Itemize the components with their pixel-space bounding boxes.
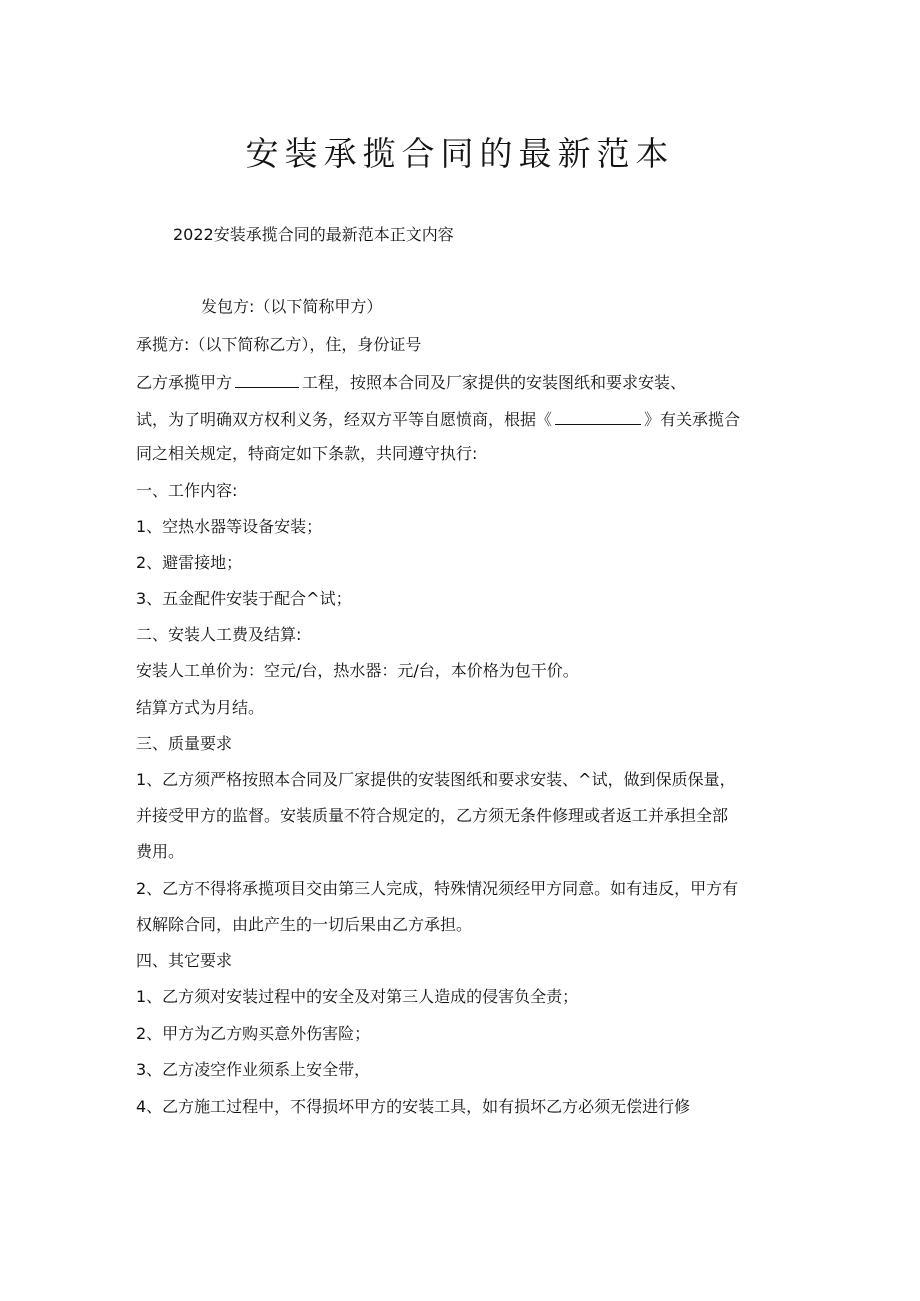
other-item-1: 1、乙方须对安装过程中的安全及对第三人造成的侵害负全责； bbox=[136, 987, 579, 1006]
work-item-1: 1、空热水器等设备安装； bbox=[136, 517, 323, 536]
section-other-requirements: 四、其它要求 bbox=[136, 951, 233, 970]
document-subtitle: 2022安装承揽合同的最新范本正文内容 bbox=[173, 225, 454, 244]
settlement-line: 结算方式为月结。 bbox=[136, 698, 265, 717]
intro-line-1-start: 乙方承揽甲方 bbox=[136, 373, 233, 392]
work-item-3: 3、五金配件安装于配合^试； bbox=[136, 589, 352, 608]
intro-line-3: 同之相关规定，特商定如下条款，共同遵守执行: bbox=[136, 444, 478, 463]
intro-line-2 bbox=[136, 408, 740, 432]
intro-line-2-end: 》有关承揽合 bbox=[644, 410, 741, 429]
law-name-blank bbox=[555, 408, 641, 425]
section-quality: 三、质量要求 bbox=[136, 734, 233, 753]
other-item-3: 3、乙方凌空作业须系上安全带， bbox=[136, 1060, 371, 1079]
work-item-2: 2、避雷接地； bbox=[136, 553, 243, 572]
document-title: 安装承揽合同的最新范本 bbox=[245, 134, 675, 173]
section-fees: 二、安装人工费及结算: bbox=[136, 625, 302, 644]
other-item-4: 4、乙方施工过程中，不得损坏甲方的安装工具，如有损坏乙方必须无偿进行修 bbox=[136, 1097, 691, 1116]
price-line: 安装人工单价为：空元/台，热水器：元/台，本价格为包干价。 bbox=[136, 661, 579, 680]
quality-item-1-line-1: 1、乙方须严格按照本合同及厂家提供的安装图纸和要求安装、^试，做到保质保量， bbox=[136, 770, 736, 789]
intro-line-2-start: 试，为了明确双方权利义务，经双方平等自愿愤商，根据《 bbox=[136, 410, 553, 429]
quality-item-1-line-3: 费用。 bbox=[136, 842, 185, 861]
party-a-line: 发包方:（以下简称甲方） bbox=[201, 297, 383, 316]
quality-item-2-line-2: 权解除合同，由此产生的一切后果由乙方承担。 bbox=[136, 915, 473, 934]
other-item-2: 2、甲方为乙方购买意外伤害险； bbox=[136, 1024, 371, 1043]
quality-item-1-line-2: 并接受甲方的监督。安装质量不符合规定的，乙方须无条件修理或者返工并承担全部 bbox=[136, 806, 729, 825]
project-name-blank bbox=[235, 371, 299, 388]
section-work-content: 一、工作内容: bbox=[136, 481, 238, 500]
quality-item-2-line-1: 2、乙方不得将承揽项目交由第三人完成，特殊情况须经甲方同意。如有违反，甲方有 bbox=[136, 879, 739, 898]
intro-line-1-end: 工程，按照本合同及厂家提供的安装图纸和要求安装、 bbox=[302, 373, 687, 392]
party-b-line: 承揽方:（以下简称乙方），住，身份证号 bbox=[136, 335, 422, 354]
intro-line-1 bbox=[136, 371, 686, 395]
